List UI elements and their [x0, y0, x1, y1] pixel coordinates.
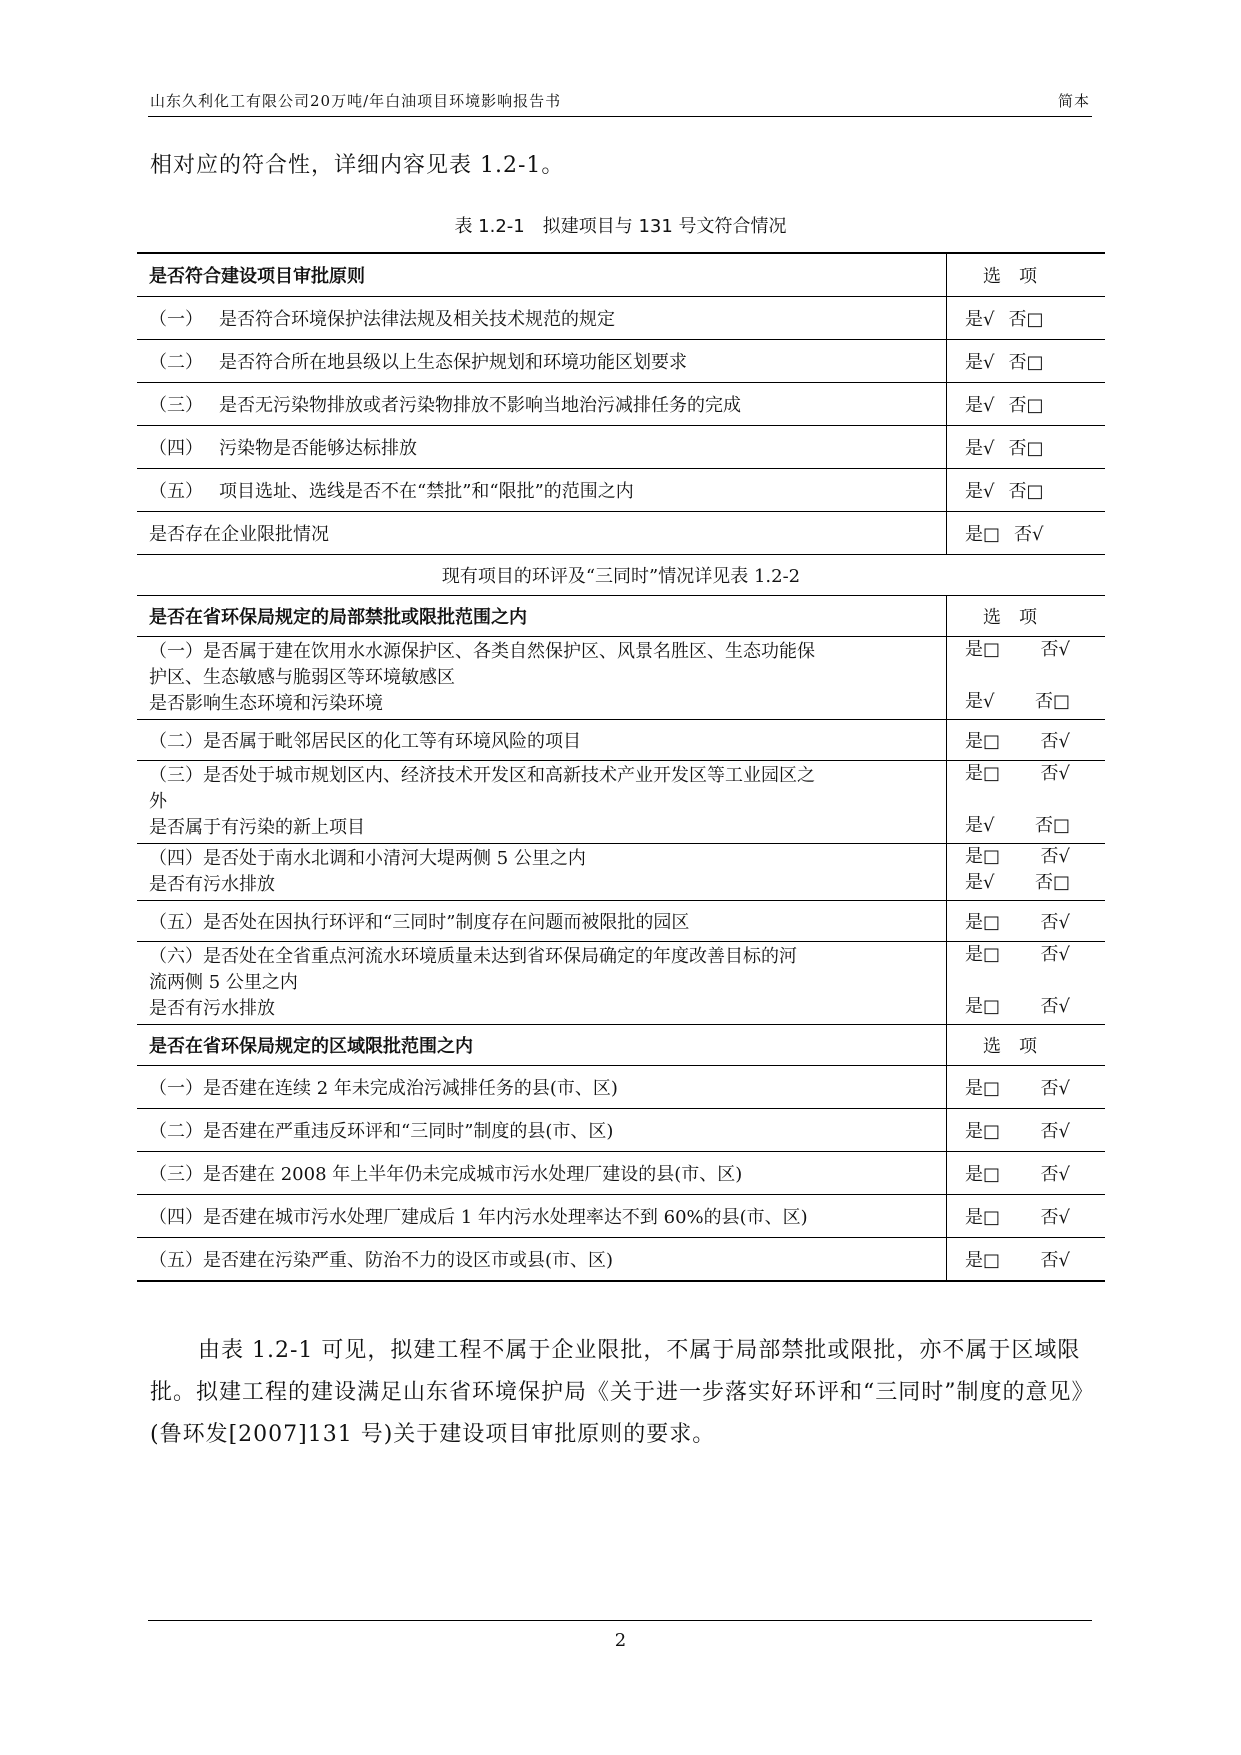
row-text: （三）是否建在 2008 年上半年仍未完成城市污水处理厂建设的县(市、区)	[137, 1152, 947, 1195]
table-row	[137, 1066, 1105, 1109]
no-option: 否□	[1008, 352, 1044, 373]
table-row	[137, 512, 1105, 555]
row-text: 污染物是否能够达标排放	[219, 438, 417, 459]
row-text-line: 外	[149, 791, 167, 812]
table-row	[137, 340, 1105, 383]
no-option: 否√	[1040, 1078, 1070, 1099]
row-text-line: （三）是否处于城市规划区内、经济技术开发区和高新技术产业开发区等工业园区之	[149, 765, 815, 786]
table-row	[137, 469, 1105, 512]
page-number: 2	[614, 1630, 627, 1651]
section-title: 是否在省环保局规定的区域限批范围之内	[137, 1025, 947, 1066]
yes-option: 是□	[965, 846, 1001, 867]
yes-option: 是□	[965, 996, 1001, 1017]
row-text-line: 是否属于有污染的新上项目	[149, 817, 365, 838]
no-option: 否√	[1040, 731, 1070, 752]
yes-option: 是√	[965, 691, 995, 712]
no-option: 否□	[1008, 438, 1044, 459]
option-header: 选 项	[947, 596, 1106, 637]
conclusion-text: 由表 1.2-1 可见，拟建工程不属于企业限批，不属于局部禁批或限批，亦不属于区域限批。拟建工程的建设满足山东省环境保护局《关于进一步落实好环评和“三同时”制度的意见》(鲁环发[2007]131 号)关于建设项目审批原则的要求。	[150, 1338, 1095, 1447]
yes-option: 是√	[965, 815, 995, 836]
yes-option: 是□	[965, 763, 1001, 784]
no-option: 否□	[1008, 309, 1044, 330]
yes-option: 是□	[965, 1164, 1001, 1185]
row-text-line: （六）是否处在全省重点河流水环境质量未达到省环保局确定的年度改善目标的河	[149, 946, 797, 967]
footer-rule	[148, 1620, 1092, 1621]
row-text: 是否符合所在地县级以上生态保护规划和环境功能区划要求	[219, 352, 687, 373]
row-number: （二）	[149, 352, 203, 373]
section-header	[137, 596, 1105, 637]
yes-option: 是□	[965, 1207, 1001, 1228]
conclusion-paragraph	[150, 1330, 1095, 1456]
section-title: 是否符合建设项目审批原则	[137, 253, 947, 297]
row-text: （二）是否建在严重违反环评和“三同时”制度的县(市、区)	[137, 1109, 947, 1152]
yes-option: 是□	[965, 912, 1001, 933]
table-row	[137, 942, 1105, 1025]
row-text-line: 护区、生态敏感与脆弱区等环境敏感区	[149, 667, 455, 688]
row-text: （五）是否建在污染严重、防治不力的设区市或县(市、区)	[137, 1238, 947, 1282]
header-edition: 简本	[1057, 92, 1090, 110]
row-number: （一）	[149, 309, 203, 330]
table-row	[137, 1152, 1105, 1195]
row-text: （一）是否建在连续 2 年未完成治污减排任务的县(市、区)	[137, 1066, 947, 1109]
row-text: 是否符合环境保护法律法规及相关技术规范的规定	[219, 309, 615, 330]
table-caption: 表 1.2-1 拟建项目与 131 号文符合情况	[454, 216, 787, 237]
row-text: （五）是否处在因执行环评和“三同时”制度存在问题而被限批的园区	[137, 901, 947, 942]
yes-option: 是√	[965, 438, 995, 459]
no-option: 否√	[1040, 846, 1070, 867]
no-option: 否√	[1040, 944, 1070, 965]
row-text: 是否存在企业限批情况	[137, 512, 947, 555]
table-row	[137, 1109, 1105, 1152]
table-note-row	[137, 555, 1105, 596]
intro-text: 相对应的符合性，详细内容见表 1.2-1。	[150, 153, 565, 178]
row-text: （二）是否属于毗邻居民区的化工等有环境风险的项目	[137, 720, 947, 761]
table-row	[137, 383, 1105, 426]
row-text: 是否无污染物排放或者污染物排放不影响当地治污减排任务的完成	[219, 395, 741, 416]
no-option: 否√	[1040, 763, 1070, 784]
yes-option: 是□	[965, 639, 1001, 660]
row-text: （四）是否建在城市污水处理厂建成后 1 年内污水处理率达不到 60%的县(市、区)	[137, 1195, 947, 1238]
no-option: 否√	[1040, 1164, 1070, 1185]
table-row	[137, 426, 1105, 469]
no-option: 否□	[1034, 872, 1070, 893]
no-option: 否√	[1040, 996, 1070, 1017]
no-option: 否□	[1034, 691, 1070, 712]
row-number: （四）	[149, 438, 203, 459]
row-text-line: （四）是否处于南水北调和小清河大堤两侧 5 公里之内	[149, 848, 586, 869]
yes-option: 是√	[965, 481, 995, 502]
yes-option: 是□	[965, 1078, 1001, 1099]
yes-option: 是□	[965, 524, 1001, 545]
yes-option: 是√	[965, 395, 995, 416]
no-option: 否√	[1014, 524, 1044, 545]
table-row	[137, 637, 1105, 720]
compliance-table	[137, 252, 1105, 1282]
no-option: 否□	[1008, 481, 1044, 502]
yes-option: 是√	[965, 872, 995, 893]
yes-option: 是√	[965, 352, 995, 373]
table-note: 现有项目的环评及“三同时”情况详见表 1.2-2	[137, 555, 1105, 596]
table-row	[137, 901, 1105, 942]
row-text-line: （一）是否属于建在饮用水水源保护区、各类自然保护区、风景名胜区、生态功能保	[149, 641, 815, 662]
option-header: 选 项	[947, 253, 1106, 297]
no-option: 否√	[1040, 912, 1070, 933]
row-number: （三）	[149, 395, 203, 416]
yes-option: 是□	[965, 731, 1001, 752]
table-row	[137, 761, 1105, 844]
yes-option: 是□	[965, 1121, 1001, 1142]
row-number: （五）	[149, 481, 203, 502]
section-header	[137, 1025, 1105, 1066]
yes-option: 是√	[965, 309, 995, 330]
row-text-line: 是否有污水排放	[149, 998, 275, 1019]
table-row	[137, 1195, 1105, 1238]
yes-option: 是□	[965, 944, 1001, 965]
table-row	[137, 844, 1105, 901]
no-option: 否√	[1040, 1121, 1070, 1142]
row-text-line: 流两侧 5 公里之内	[149, 972, 298, 993]
header-title: 山东久利化工有限公司20万吨/年白油项目环境影响报告书	[150, 92, 562, 110]
no-option: 否√	[1040, 639, 1070, 660]
option-header: 选 项	[947, 1025, 1106, 1066]
no-option: 否√	[1040, 1207, 1070, 1228]
table-row	[137, 720, 1105, 761]
no-option: 否√	[1040, 1250, 1070, 1271]
section-header	[137, 253, 1105, 297]
running-header	[148, 88, 1092, 117]
no-option: 否□	[1008, 395, 1044, 416]
row-text: 项目选址、选线是否不在“禁批”和“限批”的范围之内	[219, 481, 634, 502]
row-text-line: 是否影响生态环境和污染环境	[149, 693, 383, 714]
yes-option: 是□	[965, 1250, 1001, 1271]
table-row	[137, 1238, 1105, 1282]
section-title: 是否在省环保局规定的局部禁批或限批范围之内	[137, 596, 947, 637]
row-text-line: 是否有污水排放	[149, 874, 275, 895]
no-option: 否□	[1034, 815, 1070, 836]
table-row	[137, 297, 1105, 340]
